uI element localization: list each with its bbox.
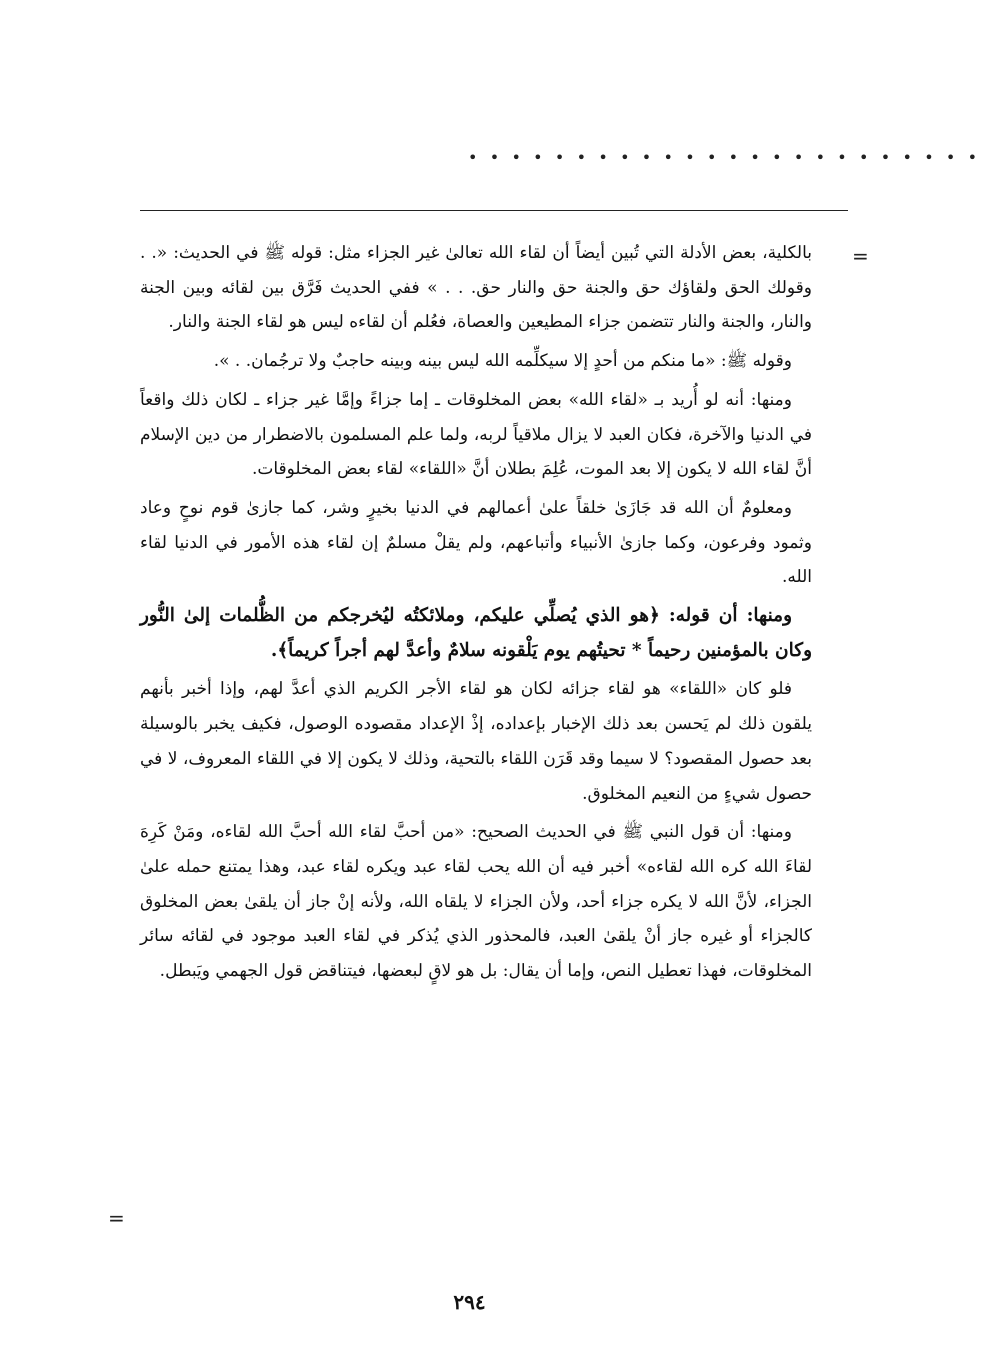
paragraph-1: بالكلية، بعض الأدلة التي تُبين أيضاً أن لقاء الله تعالىٰ غير الجزاء مثل: قوله ﷺ في الحديث: «. . وقولك الحق ولقاؤك حق والجنة حق والنار حق. . . » ففي الحديث فَرَّق بين لقائه وبين الجنة والنار، والجنة والنار تتضمن جزاء المطيعين والعصاة، فعُلم أن لقاءه ليس هو لقاء الجنة والنار. <box>140 243 812 333</box>
page-number: ٢٩٤ <box>453 1290 486 1314</box>
paragraph-5-quran-verse: ومنها: أن قوله: ﴿هو الذي يُصلِّي عليكم، وملائكتُه ليُخرجكم من الظُّلمات إلىٰ النُّور وكان بالمؤمنين رحيماً * تحيتُهم يوم يَلْقونه سلامٌ وأعدَّ لهم أجراً كريماً﴾. <box>140 605 812 661</box>
paragraph-3: ومنها: أنه لو أُريد بـ «لقاء الله» بعض المخلوقات ـ إما جزاءً وإمَّا غير جزاء ـ لكان ذلك واقعاً في الدنيا والآخرة، فكان العبد لا يزال ملاقياً لربه، ولما علم المسلمون بالاضطرار من دين الإسلام أنَّ لقاء الله لا يكون إلا بعد الموت، عُلِمَ بطلان أنَّ «اللقاء» لقاء بعض المخلوقات. <box>140 389 812 480</box>
paragraph-2: وقوله ﷺ: «ما منكم من أحدٍ إلا سيكلِّمه الله ليس بينه وبينه حاجبٌ ولا ترجُمان. . ». <box>213 351 792 372</box>
paragraph-6: فلو كان «اللقاء» هو لقاء جزائه لكان هو لقاء الأجر الكريم الذي أعدَّ لهم، وإذا أخبر بأنهم يلقون ذلك لم يَحسن بعد ذلك الإخبار بإعداده، إذْ الإعداد مقصوده الوصول، فكيف يخبر بالوسيلة بعد حصول المقصود؟ لا سيما وقد قَرَن اللقاء بالتحية، وذلك لا يكون إلا في اللقاء المعروف، لا في حصول شيءٍ من النعيم المخلوق. <box>140 679 812 804</box>
continuation-mark-top: = <box>852 244 869 268</box>
header-dot-ornament: • • • • • • • • • • • • • • • • • • • • • • • • <box>468 148 981 167</box>
continuation-mark-bottom: = <box>108 1206 125 1230</box>
footnote-text-body <box>140 236 812 993</box>
paragraph-7: ومنها: أن قول النبي ﷺ في الحديث الصحيح: «من أحبَّ لقاء الله أحبَّ الله لقاءه، ومَنْ كَرِهَ لقاءَ الله كره الله لقاءه» أخبر فيه أن الله يحب لقاء عبد ويكره لقاء عبد، وهذا يمتنع حمله علىٰ الجزاء، لأنَّ الله لا يكره جزاء أحد، ولأن الجزاء لا يلقاه الله، ولأنه إنْ جاز أن يلقىٰ بعض المخلوق كالجزاء أو غيره جاز أنْ يلقىٰ العبد، فالمحذور الذي يُذكر في لقاء العبد موجود في لقائه سائر المخلوقات، فهذا تعطيل النص، وإما أن يقال: بل هو لاقٍ لبعضها، فيتناقض قول الجهمي ويَبطل. <box>140 822 812 982</box>
header-rule <box>140 210 848 211</box>
paragraph-4: ومعلومٌ أن الله قد جَازَىٰ خلقاً علىٰ أعمالهم في الدنيا بخيرٍ وشر، كما جازىٰ قوم نوحٍ وعاد وثمود وفرعون، وكما جازىٰ الأنبياء وأتباعهم، ولم يقلْ مسلمٌ إن لقاء هذه الأمور في الدنيا لقاء الله. <box>140 497 812 588</box>
